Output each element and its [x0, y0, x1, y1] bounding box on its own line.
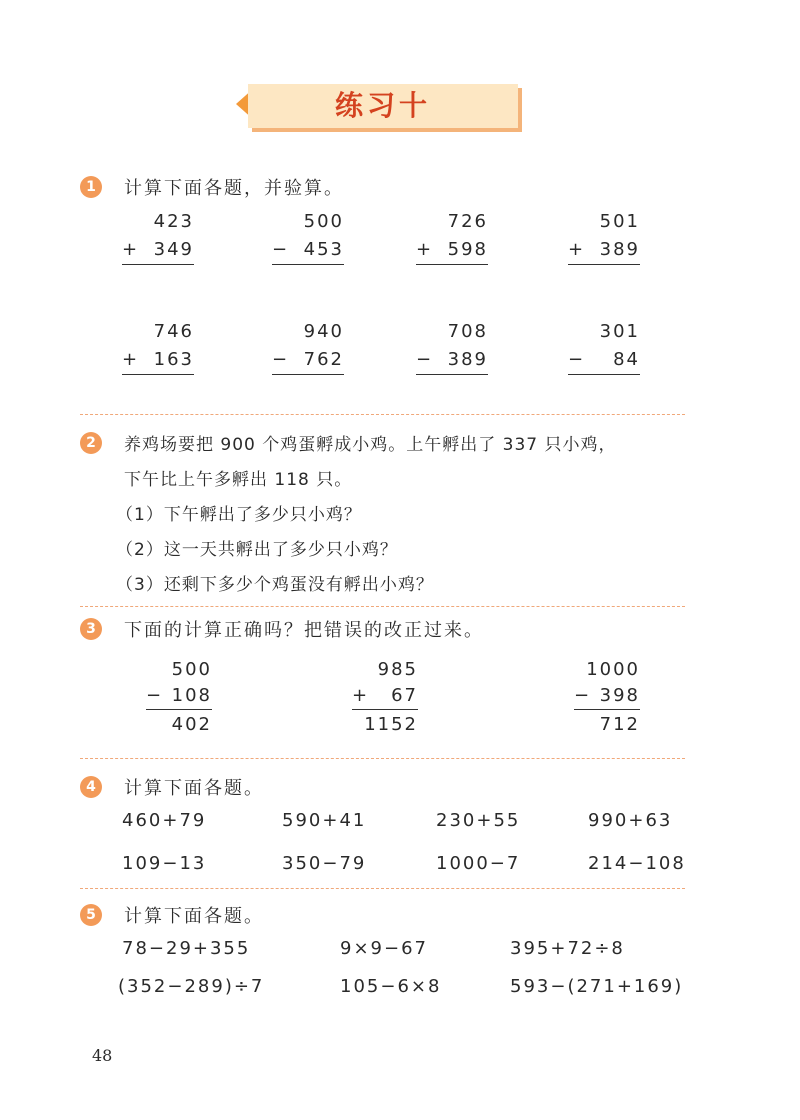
expression: 230+55: [436, 810, 521, 831]
page-title: 练习十: [334, 89, 431, 122]
problem-bottom: 389: [447, 349, 488, 370]
problem-1-3: [416, 208, 488, 265]
problem-bottom: 398: [599, 685, 640, 706]
section-1-badge: 1: [80, 176, 102, 198]
problem-bottom: 108: [171, 685, 212, 706]
problem-top: 708: [447, 321, 488, 342]
section-3-instruction: 下面的计算正确吗？把错误的改正过来。: [124, 620, 484, 641]
problem-1-2: [272, 208, 344, 265]
check-problem-2: [352, 657, 418, 738]
expression: 78−29+355: [122, 938, 251, 959]
problem-1-1: [122, 208, 194, 265]
problem-bottom: 67: [391, 685, 418, 706]
section-divider: [80, 606, 685, 607]
problem-bottom: 598: [447, 239, 488, 260]
expression: 105−6×8: [340, 976, 442, 997]
expression: 350−79: [282, 853, 367, 874]
problem-1-6: [272, 318, 344, 375]
problem-top: 1000: [586, 659, 640, 680]
section-4-badge: 4: [80, 776, 102, 798]
problem-top: 423: [153, 211, 194, 232]
section-5-instruction: 计算下面各题。: [124, 906, 264, 927]
operator: +: [122, 239, 140, 260]
section-3-badge: 3: [80, 618, 102, 640]
expression: (352−289)÷7: [118, 976, 265, 997]
problem-top: 500: [171, 659, 212, 680]
section-2-badge: 2: [80, 432, 102, 454]
problem-top: 726: [447, 211, 488, 232]
expression: 214−108: [588, 853, 686, 874]
problem-1-8: [568, 318, 640, 375]
section-divider: [80, 758, 685, 759]
expression: 109−13: [122, 853, 207, 874]
problem-result: 1152: [364, 714, 418, 735]
problem-top: 985: [377, 659, 418, 680]
check-problem-3: [574, 657, 640, 738]
problem-1-5: [122, 318, 194, 375]
problem-bottom: 349: [153, 239, 194, 260]
operator: +: [122, 349, 140, 370]
operator: +: [568, 239, 586, 260]
problem-top: 746: [153, 321, 194, 342]
expression: 593−(271+169): [510, 976, 684, 997]
expression: 9×9−67: [340, 938, 428, 959]
problem-result: 402: [171, 714, 212, 735]
problem-1-4: [568, 208, 640, 265]
expression: 990+63: [588, 810, 673, 831]
problem-bottom: 389: [599, 239, 640, 260]
problem-bottom: 762: [303, 349, 344, 370]
operator: +: [416, 239, 434, 260]
problem-bottom: 453: [303, 239, 344, 260]
expression: 460+79: [122, 810, 207, 831]
operator: −: [416, 349, 434, 370]
operator: −: [568, 349, 586, 370]
page-number: 48: [92, 1046, 113, 1065]
problem-top: 301: [599, 321, 640, 342]
section-2-question-3: （3）还剩下多少个鸡蛋没有孵出小鸡？: [116, 575, 434, 595]
section-divider: [80, 888, 685, 889]
section-4-instruction: 计算下面各题。: [124, 778, 264, 799]
problem-bottom: 84: [613, 349, 640, 370]
problem-top: 940: [303, 321, 344, 342]
section-5-badge: 5: [80, 904, 102, 926]
section-2-question-1: （1）下午孵出了多少只小鸡？: [116, 505, 362, 525]
problem-top: 501: [599, 211, 640, 232]
problem-bottom: 163: [153, 349, 194, 370]
problem-1-7: [416, 318, 488, 375]
problem-result: 712: [599, 714, 640, 735]
expression: 395+72÷8: [510, 938, 625, 959]
operator: −: [272, 349, 290, 370]
section-2-text-line-1: 养鸡场要把 900 个鸡蛋孵成小鸡。上午孵出了 337 只小鸡，: [124, 435, 617, 455]
operator: −: [272, 239, 290, 260]
section-2-question-2: （2）这一天共孵出了多少只小鸡？: [116, 540, 398, 560]
operator: +: [352, 685, 370, 706]
expression: 590+41: [282, 810, 367, 831]
problem-top: 500: [303, 211, 344, 232]
expression: 1000−7: [436, 853, 521, 874]
operator: −: [146, 685, 164, 706]
operator: −: [574, 685, 592, 706]
section-1-instruction: 计算下面各题，并验算。: [124, 178, 344, 199]
check-problem-1: [146, 657, 212, 738]
section-2-text-line-2: 下午比上午多孵出 118 只。: [124, 470, 353, 490]
section-divider: [80, 414, 685, 415]
